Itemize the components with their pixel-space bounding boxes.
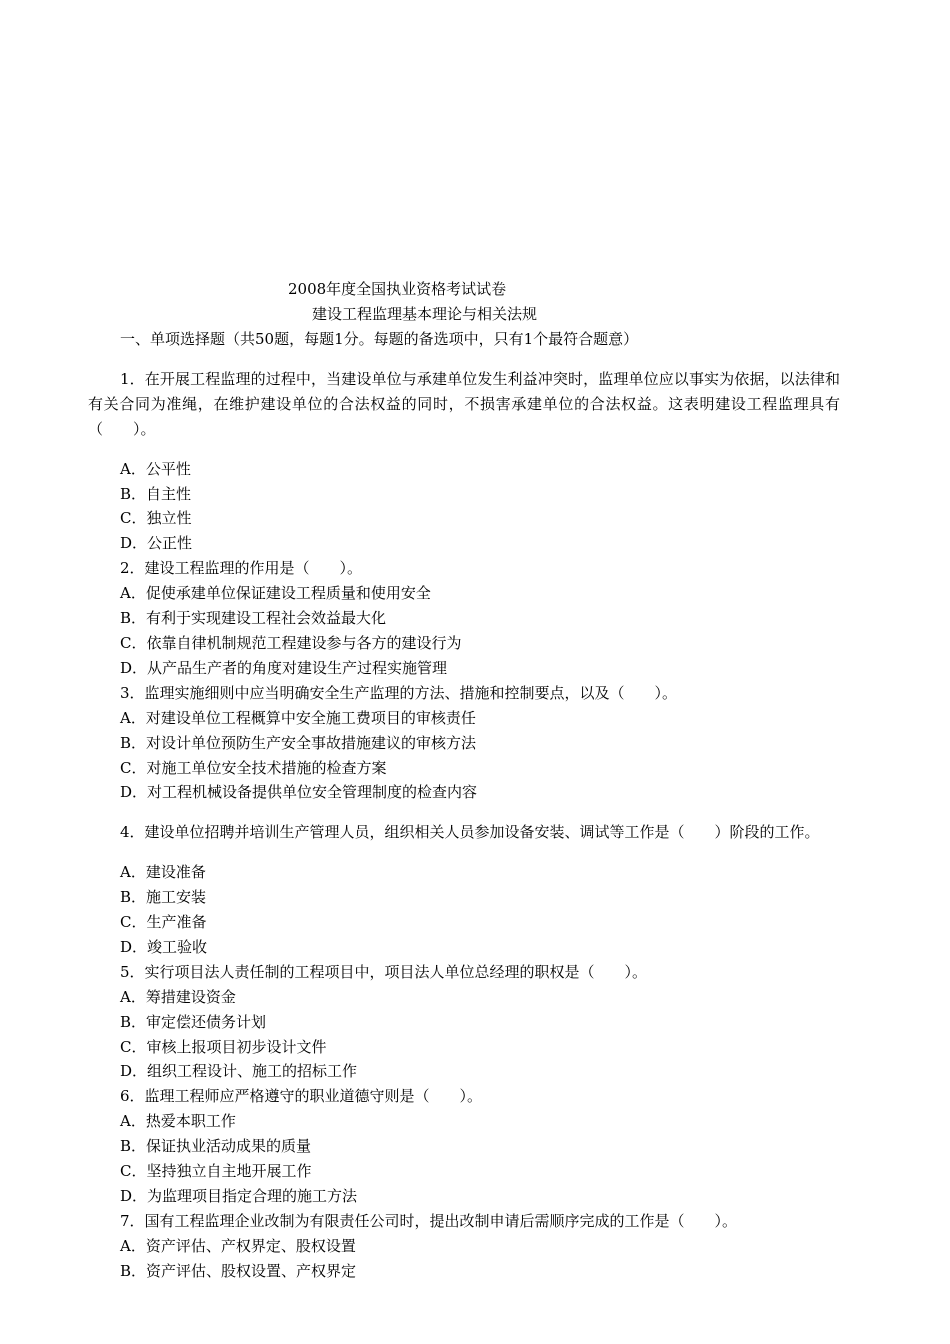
question-3-option-c: C．对施工单位安全技术措施的检查方案 bbox=[120, 758, 387, 777]
question-4-option-d: D．竣工验收 bbox=[120, 937, 208, 956]
question-7-option-a: A．资产评估、产权界定、股权设置 bbox=[120, 1236, 356, 1255]
question-1-option-b: B．自主性 bbox=[120, 484, 192, 503]
exam-title: 2008年度全国执业资格考试试卷 bbox=[288, 280, 507, 298]
question-4-option-b: B．施工安装 bbox=[120, 888, 207, 907]
question-6-option-b: B．保证执业活动成果的质量 bbox=[120, 1137, 312, 1156]
question-5-option-b: B．审定偿还债务计划 bbox=[120, 1012, 267, 1031]
question-2-stem: 2．建设工程监理的作用是（ ）。 bbox=[120, 559, 363, 578]
question-3-stem: 3．监理实施细则中应当明确安全生产监理的方法、措施和控制要点，以及（ ）。 bbox=[120, 683, 678, 702]
question-1-stem: 1．在开展工程监理的过程中，当建设单位与承建单位发生利益冲突时，监理单位应以事实为依据，以法律和有关合同为准绳，在维护建设单位的合法权益的同时，不损害承建单位的合法权益。这表明建设工程监理具有（ ）。 bbox=[88, 369, 840, 438]
question-6-option-d: D．为监理项目指定合理的施工方法 bbox=[120, 1187, 358, 1205]
question-6-option-c: C．坚持独立自主地开展工作 bbox=[120, 1162, 312, 1181]
section-heading: 一、单项选择题（共50题，每题1分。每题的备选项中，只有1个最符合题意） bbox=[120, 330, 639, 348]
question-3-option-a: A．对建设单位工程概算中安全施工费项目的审核责任 bbox=[120, 708, 476, 727]
question-7-stem: 7．国有工程监理企业改制为有限责任公司时，提出改制申请后需顺序完成的工作是（ ）。 bbox=[120, 1211, 738, 1230]
question-6-option-a: A．热爱本职工作 bbox=[120, 1112, 236, 1131]
question-2-option-a: A．促使承建单位保证建设工程质量和使用安全 bbox=[120, 584, 431, 603]
exam-content bbox=[88, 327, 840, 1284]
question-3-option-d: D．对工程机械设备提供单位安全管理制度的检查内容 bbox=[120, 783, 478, 802]
question-7-option-b: B．资产评估、股权设置、产权界定 bbox=[120, 1261, 357, 1280]
exam-subtitle: 建设工程监理基本理论与相关法规 bbox=[312, 305, 538, 323]
question-4-stem: 4．建设单位招聘并培训生产管理人员，组织相关人员参加设备安装、调试等工作是（ ）阶段的工作。 bbox=[120, 823, 820, 842]
question-2-option-b: B．有利于实现建设工程社会效益最大化 bbox=[120, 609, 387, 628]
question-4-option-a: A．建设准备 bbox=[120, 863, 206, 882]
question-5-stem: 5．实行项目法人责任制的工程项目中，项目法人单位总经理的职权是（ ）。 bbox=[120, 962, 648, 981]
question-1-option-c: C．独立性 bbox=[120, 509, 192, 528]
question-5-option-c: C．审核上报项目初步设计文件 bbox=[120, 1037, 327, 1056]
question-4-option-c: C．生产准备 bbox=[120, 913, 207, 932]
question-1-option-d: D．公正性 bbox=[120, 534, 193, 553]
question-3-option-b: B．对设计单位预防生产安全事故措施建议的审核方法 bbox=[120, 733, 477, 752]
question-5-option-a: A．筹措建设资金 bbox=[120, 987, 236, 1006]
question-1-option-a: A．公平性 bbox=[120, 459, 191, 478]
question-2-option-d: D．从产品生产者的角度对建设生产过程实施管理 bbox=[120, 658, 448, 677]
question-6-stem: 6．监理工程师应严格遵守的职业道德守则是（ ）。 bbox=[120, 1087, 483, 1106]
question-5-option-d: D．组织工程设计、施工的招标工作 bbox=[120, 1062, 358, 1081]
question-2-option-c: C．依靠自律机制规范工程建设参与各方的建设行为 bbox=[120, 633, 462, 652]
